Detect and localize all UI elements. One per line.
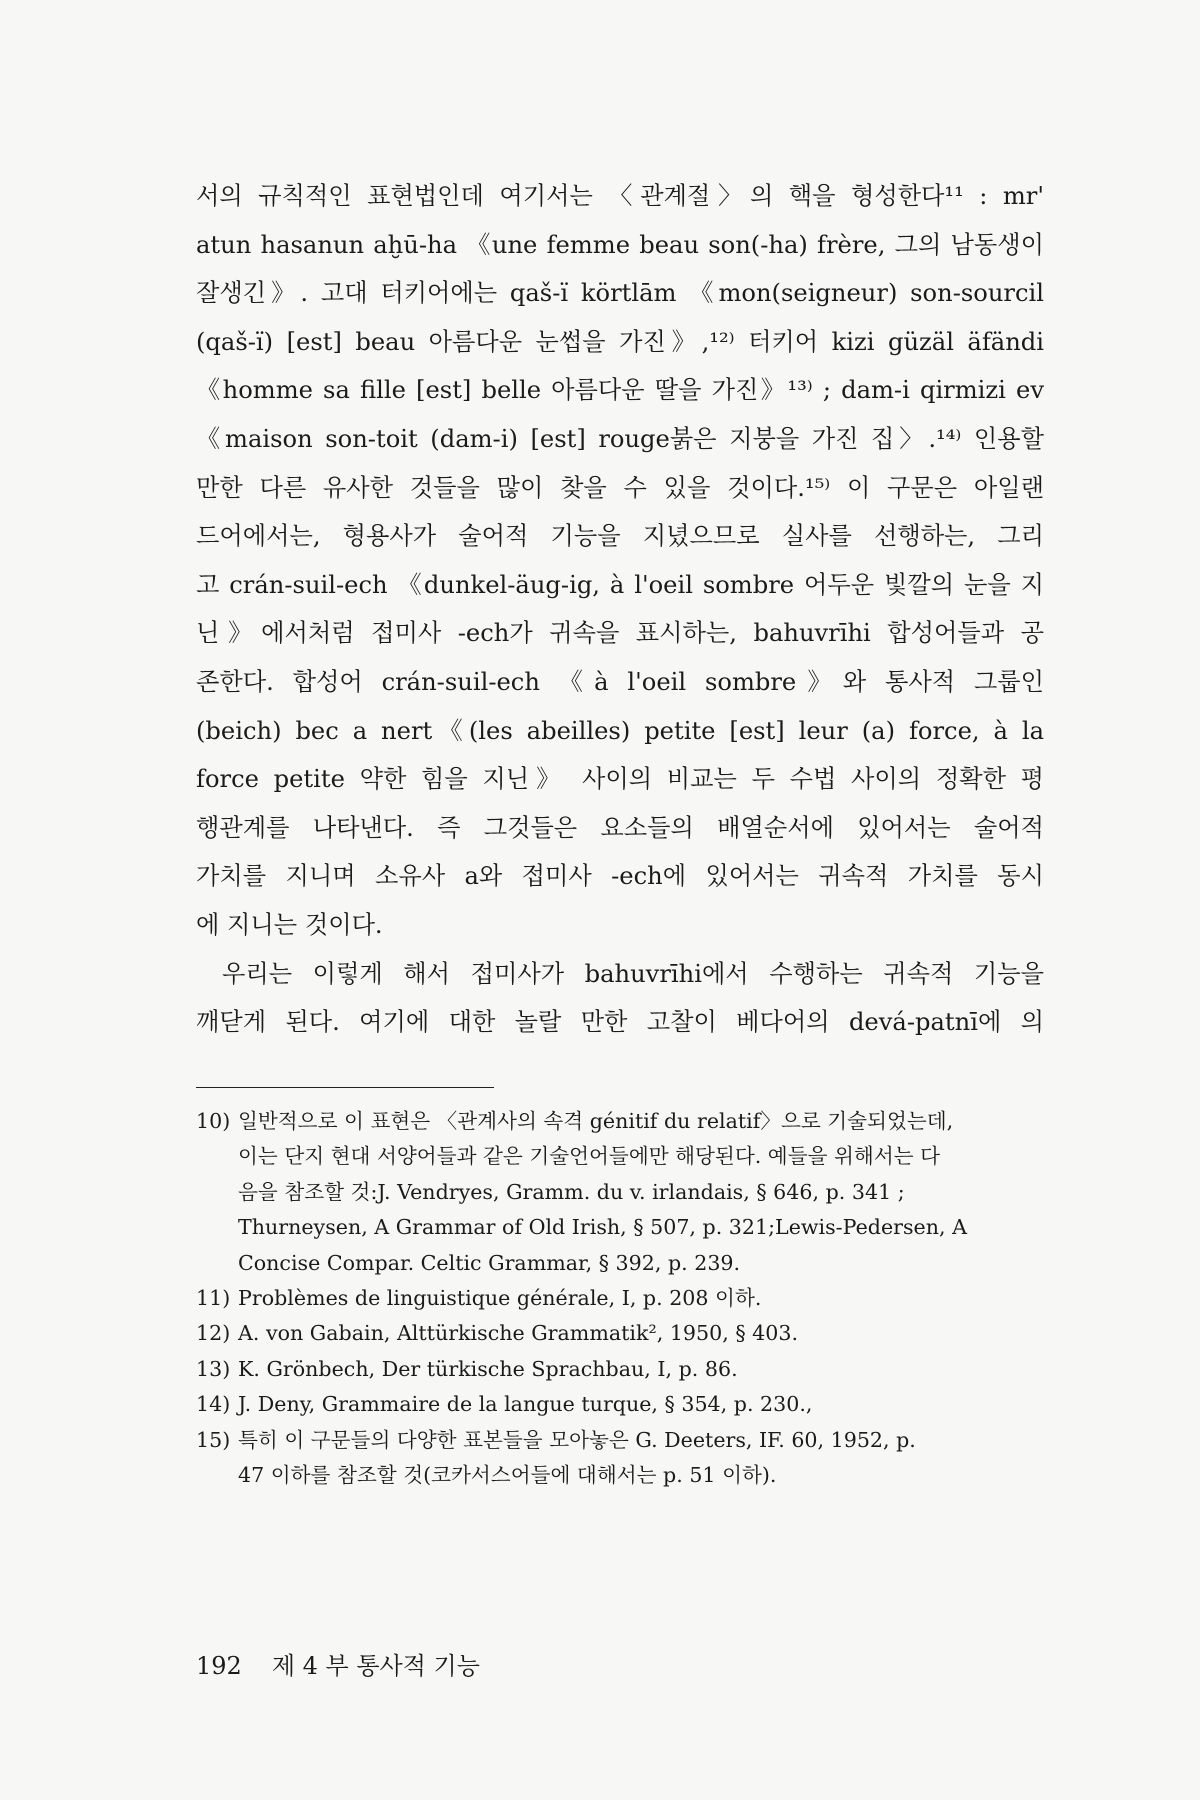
- footnote-line: A. von Gabain, Alttürkische Grammatik², 1950, § 403.: [238, 1321, 799, 1346]
- page-footer: [196, 1646, 480, 1681]
- text-line: force petite 약한 힘을 지닌》 사이의 비교는 두 수법 사이의 정확한 평: [196, 765, 1044, 794]
- footnote-14: [196, 1387, 1044, 1422]
- footnote-line: 일반적으로 이 표현은 〈관계사의 속격 génitif du relatif〉으로 기술되었는데,: [238, 1109, 954, 1133]
- main-text: [196, 172, 1044, 1047]
- running-section-title: 제 4 부 통사적 기능: [271, 1652, 480, 1680]
- footnote-line: 특히 이 구문들의 다양한 표본들을 모아놓은 G. Deeters, IF. 60, 1952, p.: [238, 1427, 916, 1452]
- text-line: (beich) bec a nert《(les abeilles) petite [est] leur (a) force, à la: [196, 716, 1044, 745]
- text-line: 드어에서는, 형용사가 술어적 기능을 지녔으므로 실사를 선행하는, 그리: [196, 522, 1044, 551]
- text-line: 행관계를 나타낸다. 즉 그것들은 요소들의 배열순서에 있어서는 술어적: [196, 813, 1044, 842]
- text-line: 깨닫게 된다. 여기에 대한 놀랄 만한 고찰이 베다어의 devá-patnī에 의: [196, 1008, 1044, 1037]
- text-line: 우리는 이렇게 해서 접미사가 bahuvrīhi에서 수행하는 귀속적 기능을: [222, 959, 1044, 988]
- footnote-line: Thurneysen, A Grammar of Old Irish, § 507, p. 321;Lewis-Pedersen, A: [238, 1215, 967, 1240]
- footnote-13: [196, 1352, 1044, 1387]
- footnote-divider: [196, 1087, 494, 1088]
- text-line: 존한다. 합성어 crán-suil-ech 《à l'oeil sombre》와 통사적 그룹인: [196, 667, 1044, 696]
- footnote-12: [196, 1316, 1044, 1351]
- text-line: 서의 규칙적인 표현법인데 여기서는 〈관계절〉의 핵을 형성한다¹¹ : mr': [196, 182, 1044, 210]
- text-line: atun hasanun aḫū-ha 《une femme beau son(-ha) frère, 그의 남동생이: [196, 230, 1044, 259]
- text-line: 고 crán-suil-ech 《dunkel-äug-ig, à l'oeil sombre 어두운 빛깔의 눈을 지: [196, 570, 1044, 599]
- page-number: 192: [196, 1652, 242, 1680]
- footnote-line: 47 이하를 참조할 것(코카서스어들에 대해서는 p. 51 이하).: [238, 1463, 777, 1488]
- footnote-number: 13): [196, 1356, 231, 1381]
- text-line: (qaš-ï) [est] beau 아름다운 눈썹을 가진》,¹²⁾ 터키어 kizi güzäl äfändi: [196, 327, 1044, 356]
- footnote-line: 음을 참조할 것:J. Vendryes, Gramm. du v. irlandais, § 646, p. 341 ;: [238, 1179, 905, 1204]
- text-line: 가치를 지니며 소유사 a와 접미사 -ech에 있어서는 귀속적 가치를 동시: [196, 862, 1044, 891]
- text-line: 《homme sa fille [est] belle 아름다운 딸을 가진》¹³⁾ ; dam-i qirmizi ev: [196, 376, 1044, 405]
- footnote-10: [196, 1104, 1044, 1281]
- text-line: 에 지니는 것이다.: [196, 910, 383, 939]
- footnotes: [196, 1104, 1044, 1493]
- footnote-line: K. Grönbech, Der türkische Sprachbau, I, p. 86.: [238, 1356, 738, 1381]
- footnote-15: [196, 1423, 1044, 1494]
- footnote-number: 15): [196, 1427, 231, 1452]
- footnote-line: 이는 단지 현대 서양어들과 같은 기술언어들에만 해당된다. 예들을 위해서는 다: [238, 1144, 941, 1169]
- footnote-line: Problèmes de linguistique générale, I, p. 208 이하.: [238, 1286, 762, 1311]
- footnote-number: 11): [196, 1286, 231, 1311]
- text-line: 닌》에서처럼 접미사 -ech가 귀속을 표시하는, bahuvrīhi 합성어들과 공: [196, 619, 1044, 648]
- text-line: 《maison son-toit (dam-i) [est] rouge붉은 지붕을 가진 집〉.¹⁴⁾ 인용할: [196, 424, 1044, 453]
- footnote-line: J. Deny, Grammaire de la langue turque, § 354, p. 230.,: [238, 1392, 813, 1417]
- footnote-number: 14): [196, 1392, 231, 1417]
- footnote-number: 12): [196, 1321, 231, 1346]
- footnote-line: Concise Compar. Celtic Grammar, § 392, p. 239.: [238, 1250, 741, 1275]
- text-line: 잘생긴》. 고대 터키어에는 qaš-ï körtlām 《mon(seigneur) son-sourcil: [196, 279, 1044, 308]
- footnote-11: [196, 1281, 1044, 1316]
- footnote-number: 10): [196, 1109, 231, 1133]
- text-line: 만한 다른 유사한 것들을 많이 찾을 수 있을 것이다.¹⁵⁾ 이 구문은 아일랜: [196, 473, 1044, 502]
